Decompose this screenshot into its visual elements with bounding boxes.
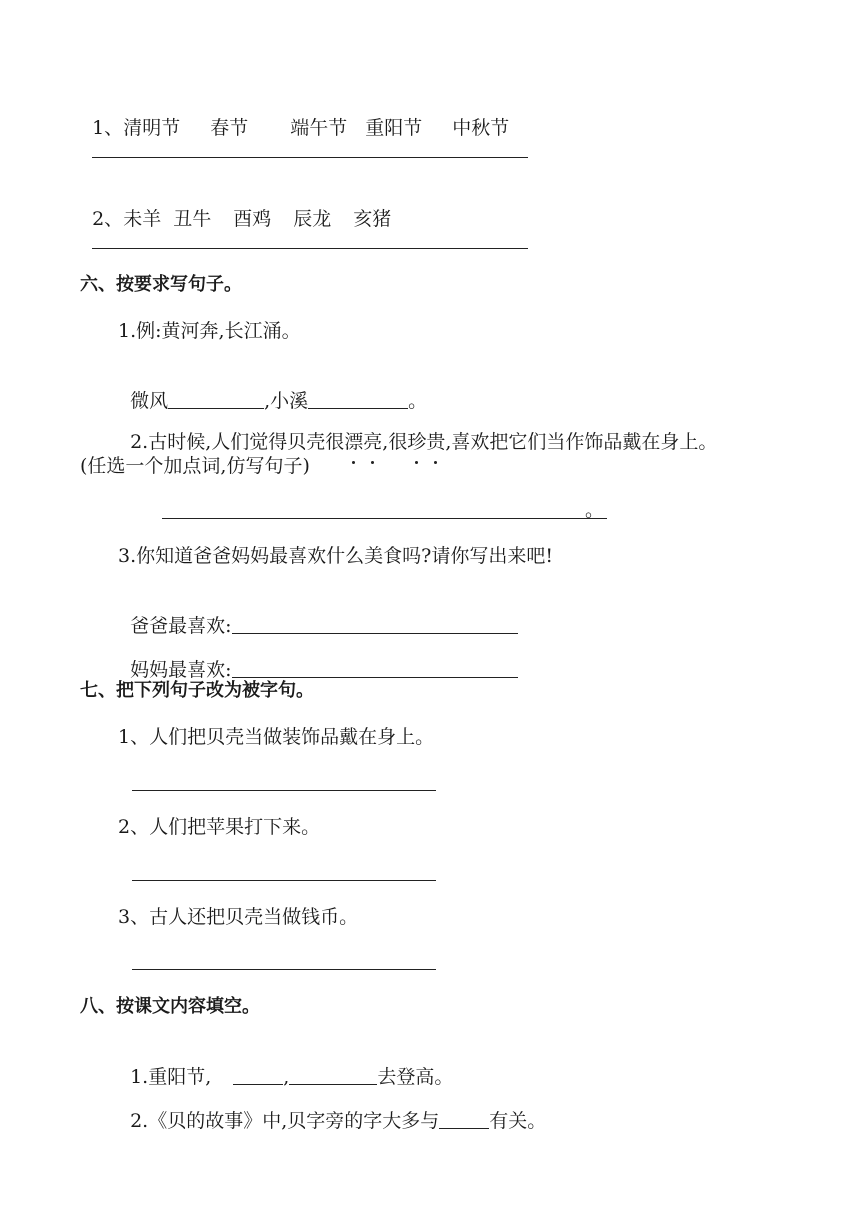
fill-blank[interactable] [289,1064,377,1085]
q8-2-post: 有关。 [489,1110,547,1132]
q8-1-pre: 1.重阳节, [130,1066,212,1088]
q5-2-line [80,183,391,231]
dotted-char: 亮 [363,431,383,453]
q6-2-sentence [118,406,717,454]
q6-3-mom [118,633,518,682]
q5-2-word: 酉鸡 [233,208,272,230]
dotted-char: 漂 [344,431,364,453]
q6-3-dad-label: 爸爸最喜欢: [130,615,232,637]
q5-1-number: 1、 [92,117,124,139]
section8-heading: 八、按课文内容填空。 [80,996,260,1017]
q5-1-word: 端午节 [290,117,348,139]
q8-2 [118,1084,546,1133]
fill-blank[interactable] [232,657,518,678]
q6-1-label-b: ,小溪 [264,390,309,412]
q6-1-label-a: 微风 [130,390,169,412]
q5-1-line [80,92,509,140]
section6-heading: 六、按要求写句子。 [80,274,242,295]
q7-item: 3、古人还把贝壳当做钱币。 [118,906,359,928]
q5-2-word: 未羊 [123,208,162,230]
q5-1-word: 清明节 [123,117,181,139]
dotted-word [344,431,382,453]
q6-2-text: ,喜欢把它们当作饰品戴在身上。 [445,431,718,453]
q7-item: 2、人们把苹果打下来。 [118,816,321,838]
q5-2-number: 2、 [92,208,124,230]
q5-1-word: 春节 [210,117,249,139]
q7-item: 1、人们把贝壳当做装饰品戴在身上。 [118,726,435,748]
q6-3-question: 3.你知道爸爸妈妈最喜欢什么美食吗?请你写出来吧! [118,545,553,567]
answer-line[interactable] [92,157,528,158]
q8-1-post: 去登高。 [377,1066,454,1088]
answer-line[interactable] [92,248,528,249]
q6-2-text: ,很 [382,431,408,453]
dotted-word [407,431,445,453]
answer-line[interactable] [132,880,436,881]
q6-1-example: 1.例:黄河奔,长江涌。 [118,320,301,342]
q5-1-word: 中秋节 [452,117,510,139]
answer-line[interactable] [132,790,436,791]
q5-2-word: 亥猪 [353,208,392,230]
q5-2-word: 辰龙 [293,208,332,230]
fill-blank[interactable] [233,1064,283,1085]
section7-heading: 七、把下列句子改为被字句。 [80,680,314,701]
q5-1-word: 重阳节 [365,117,423,139]
q8-2-pre: 2.《贝的故事》中,贝字旁的字大多与 [130,1110,440,1132]
q5-2-word: 丑牛 [173,208,212,230]
q6-3-mom-label: 妈妈最喜欢: [130,659,232,681]
q6-2-end-mark: 。 [585,499,605,521]
dotted-char: 珍 [407,431,427,453]
answer-line[interactable] [132,969,436,970]
q6-2-text: 2.古时候,人们觉得贝壳很 [130,431,345,453]
q6-2-note: (任选一个加点词,仿写句子) [80,455,310,477]
answer-line[interactable] [162,518,607,519]
q6-1-end: 。 [408,390,428,412]
dotted-char: 贵 [426,431,446,453]
fill-blank[interactable] [232,613,518,634]
q8-1-comma: , [283,1066,290,1088]
fill-blank[interactable] [439,1108,489,1129]
q8-1 [118,1040,453,1089]
q6-3-dad [118,589,518,638]
